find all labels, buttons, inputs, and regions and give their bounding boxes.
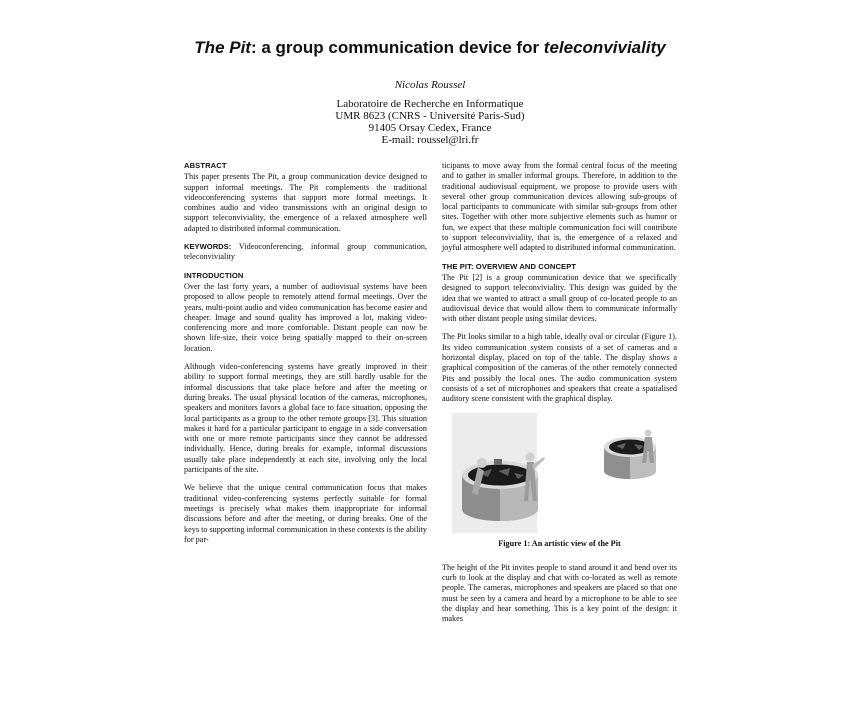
affiliation-line: UMR 8623 (CNRS - Université Paris-Sud): [335, 110, 525, 122]
figure-caption: Figure 1: An artistic view of the Pit: [498, 538, 621, 548]
abstract-text: This paper presents The Pit, a group communication device designed to support informal meetings. The Pit complements the traditional videoconferencing systems that support more formal meetings. It combines audio and video transmissions with an original design to support teleconviviality, the emergence of a relaxed atmosphere well adapted to distributed informal communication.: [184, 172, 427, 233]
pit-small-illustration: [592, 419, 672, 489]
left-column: [184, 161, 427, 553]
introduction-paragraph-1: Over the last forty years, a number of audiovisual systems have been proposed to allow people to remotely attend formal meetings. Over the years, multi-point audio and video communication has become easier and cheaper. Image and sound quality has improved a lot, making video-conferencing more and more comfortable. Distant people can now be shown life-size, their voice being spatially mapped to their on-screen location.: [184, 281, 427, 353]
keywords-text: Videoconferencing, informal group communication, teleconviviality: [184, 242, 427, 262]
overview-paragraph-2: The Pit looks similar to a high table, ideally oval or circular (Figure 1). Its video communication system consists of a set of cameras and a horizontal display, placed on top of the table. The display shows a graphical composition of the cameras of the other remotely connected Pits and possibly the local ones. The audio communication system consists of a set of microphones and speakers that create a spatialised auditory scene consistent with the graphical display.: [442, 332, 677, 404]
introduction-paragraph-3: We believe that the unique central communication focus that makes traditional video-conferencing systems perfectly suitable for formal meetings is precisely what makes them inappropriate for informal discussions before and after the meeting, or during breaks. One of the keys to supporting informal communication in these contexts is the ability for par-: [184, 483, 427, 544]
keywords-paragraph: [184, 242, 427, 263]
figure-pit-illustration: [442, 413, 677, 533]
affiliation-line: Laboratoire de Recherche en Informatique: [336, 98, 524, 110]
title-pit: The Pit: [194, 38, 251, 57]
abstract-heading: ABSTRACT: [184, 161, 227, 170]
overview-heading: THE PIT: OVERVIEW AND CONCEPT: [442, 261, 577, 271]
after-figure-paragraph: The height of the Pit invites people to stand around it and bend over its curb to look at the display and chat with co-located as well as remote people. The cameras, microphones and speakers are placed so that one must be seen by a camera and heard by a microphone to be able to see the display and hear something. This is a key point of the design: it makes: [442, 562, 677, 624]
title-middle: : a group communication device for: [250, 38, 544, 57]
paper-title: [0, 38, 860, 58]
right-column: [442, 161, 677, 633]
author-name: Nicolas Roussel: [394, 79, 466, 91]
introduction-paragraph-2: Although video-conferencing systems have greatly improved in their ability to support formal meetings, they are still hardly usable for the informal discussions that take place before and after the meeting or during breaks. The usual physical location of the cameras, microphones, speakers and monitors favors a global face to face situation, opposing the local participants as a group to the other remote groups [3]. This situation makes it hard for a particular participant to engage in a side conversation with one or more remote participants since they cannot be addressed individually. Hence, during breaks for example, informal discussions usually take place independently at each site, involving only the local participants of the site.: [184, 362, 427, 475]
affiliation-line: 91405 Orsay Cedex, France: [368, 122, 492, 134]
title-teleconviviality: teleconviviality: [543, 38, 666, 57]
pit-large-illustration: [448, 413, 558, 533]
affiliation-email: E-mail: roussel@lri.fr: [381, 134, 479, 146]
keywords-label: KEYWORDS:: [184, 242, 232, 252]
overview-paragraph-1: The Pit [2] is a group communication device that we specifically designed to support teleconviviality. This design was guided by the idea that we wanted to attract a small group of co-located people to an audiovisual device that would allow them to communicate informally with other distant people using similar devices.: [442, 272, 677, 324]
introduction-heading: INTRODUCTION: [184, 270, 244, 280]
affiliation-block: [0, 98, 860, 146]
continuation-paragraph: ticipants to move away from the formal central focus of the meeting and to gather in smaller informal groups. Therefore, in addition to the traditional audiovisual equipment, we propose to provide users with several other group communication devices allowing sub-groups of local participants to communicate with similar sub-groups from other sites. Together with other more subjective elements such as humor or fun, we expect that these multiple communication foci will contribute to support teleconviviality, that is, the emergence of a relaxed and joyful atmosphere well adapted to distributed informal communication.: [442, 161, 677, 253]
